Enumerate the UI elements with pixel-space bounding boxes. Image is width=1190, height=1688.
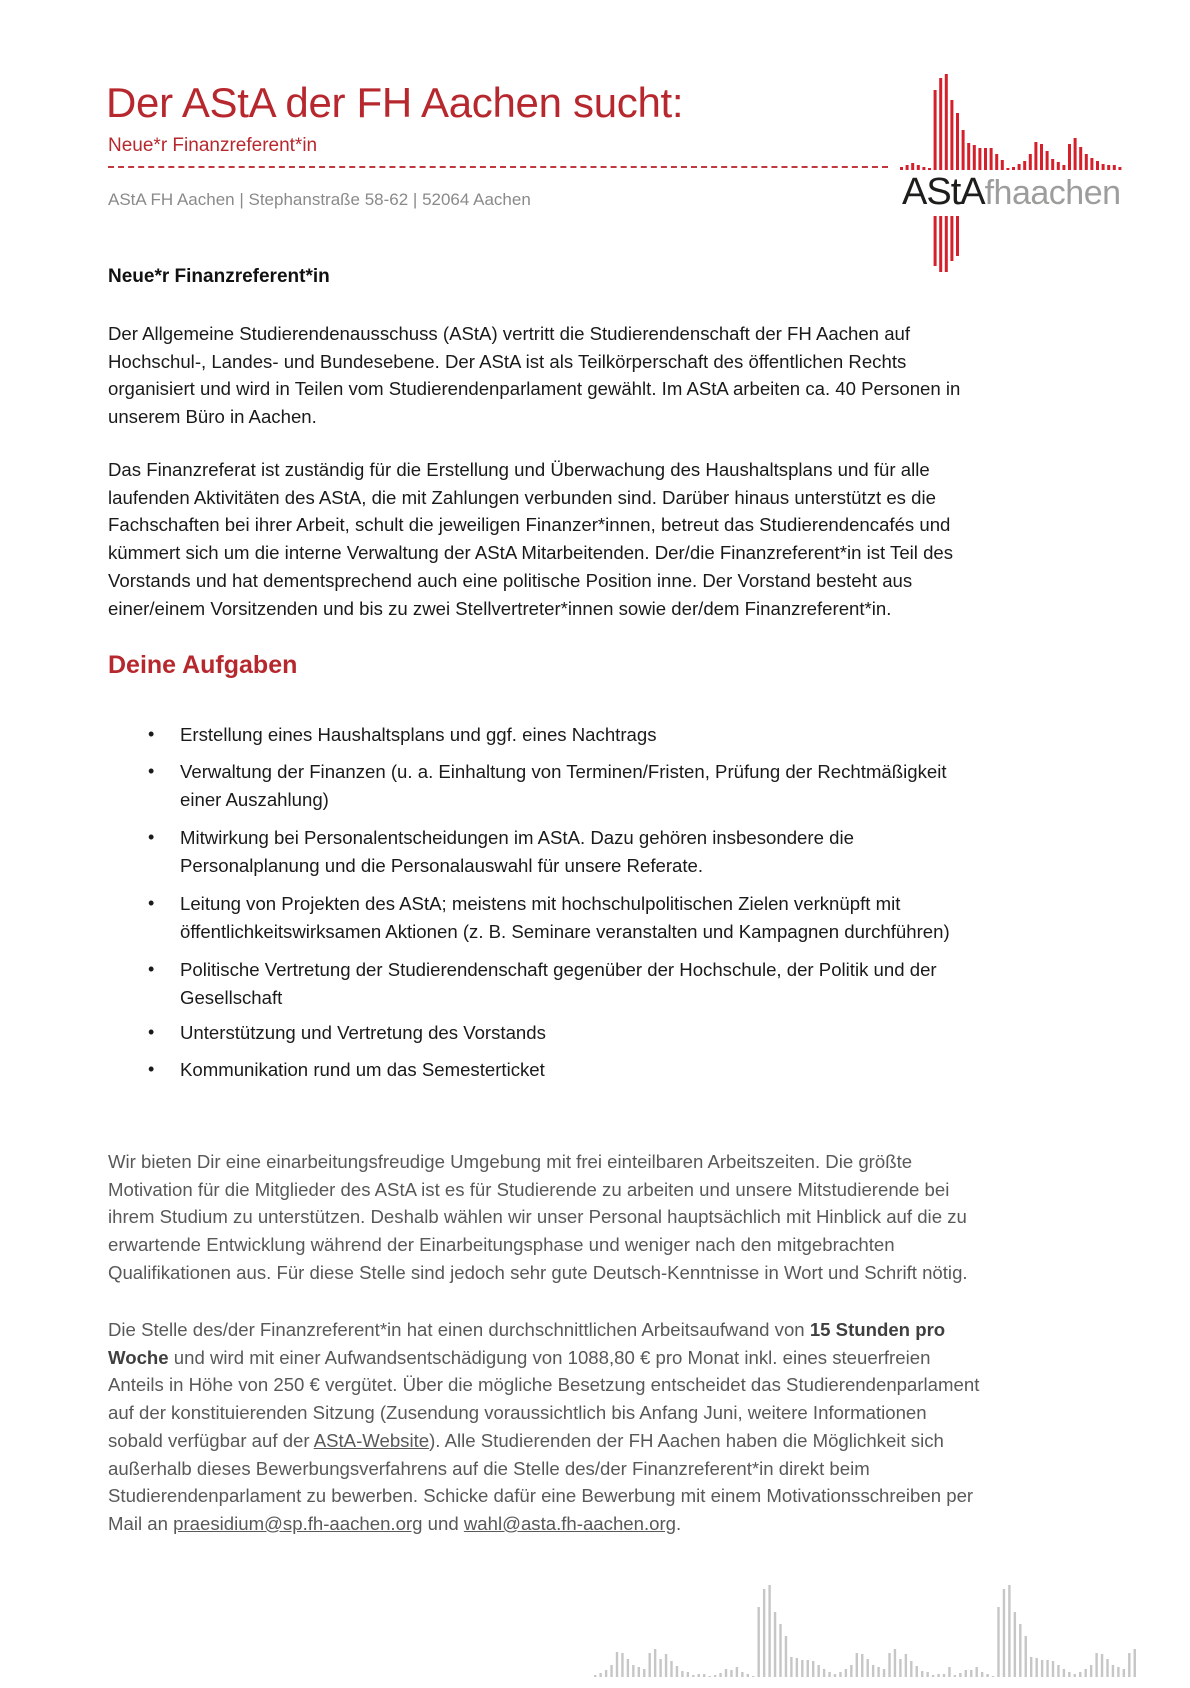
text-line: Der Allgemeine Studierendenausschuss (AStA) vertritt die Studierendenschaft der FH Aachen auf — [108, 323, 911, 344]
text-span: und wird mit einer Aufwandsentschädigung von 1088,80 € pro Monat inkl. eines steuerfreien — [168, 1346, 931, 1368]
text-span: Mail an — [108, 1512, 174, 1534]
task-text: öffentlichkeitswirksamen Aktionen (z. B. Seminare veranstalten und Kampagnen durchführen) — [180, 920, 950, 942]
asta-logo — [896, 70, 1131, 272]
wahl-email-link[interactable]: wahl@asta.fh-aachen.org — [463, 1512, 677, 1534]
text-line: ihrem Studium zu unterstützen. Deshalb wählen wir unser Personal hauptsächlich mit Hinblick auf die zu — [108, 1206, 967, 1228]
hours-emphasis: Woche — [108, 1346, 169, 1368]
text-span: und — [422, 1512, 464, 1534]
task-text: Politische Vertretung der Studierendenschaft gegenüber der Hochschule, der Politik und der — [180, 959, 937, 980]
bullet-icon: • — [148, 959, 155, 979]
bullet-icon: • — [148, 724, 155, 744]
text-line: Studierendenparlament zu bewerben. Schicke dafür eine Bewerbung mit einem Motivationsschreiben per — [108, 1485, 974, 1507]
text-line — [108, 1427, 1088, 1455]
waveform-decoration-icon — [590, 1583, 1138, 1683]
text-line — [108, 1344, 1088, 1372]
task-text: Leitung von Projekten des AStA; meistens mit hochschulpolitischen Zielen verknüpft mit — [180, 893, 901, 914]
task-text: Verwaltung der Finanzen (u. a. Einhaltung von Terminen/Fristen, Prüfung der Rechtmäßigkeit — [180, 761, 947, 782]
text-line: außerhalb dieses Bewerbungsverfahrens auf die Stelle des/der Finanzreferent*in direkt beim — [108, 1457, 870, 1479]
text-line: laufenden Aktivitäten des AStA, die mit Zahlungen verbunden sind. Darüber hinaus unterstützt es die — [108, 486, 936, 508]
text-line: unserem Büro in Aachen. — [108, 406, 317, 428]
text-line: auf der konstituierenden Sitzung (Zusendung voraussichtlich bis Anfang Juni, weitere Informationen — [108, 1402, 927, 1424]
text-line: organisiert und wird in Teilen vom Studierendenparlament gewählt. Im AStA arbeiten ca. 40 Personen in — [108, 378, 961, 400]
task-text: Kommunikation rund um das Semesterticket — [180, 1059, 545, 1080]
praesidium-email-link[interactable]: praesidium@sp.fh-aachen.org — [173, 1512, 423, 1534]
task-text: Erstellung eines Haushaltsplans und ggf. eines Nachtrags — [180, 724, 657, 745]
text-span: ). Alle Studierenden der FH Aachen haben die Möglichkeit sich — [429, 1429, 944, 1451]
tasks-heading: Deine Aufgaben — [108, 651, 298, 679]
text-line: erwartende Entwicklung während der Einarbeitungsphase und weniger nach den mitgebrachten — [108, 1234, 895, 1256]
text-span: sobald verfügbar auf der — [108, 1429, 314, 1451]
bullet-icon: • — [148, 827, 155, 847]
text-line: Anteils in Höhe von 250 € vergütet. Über die mögliche Besetzung entscheidet das Studierendenparlament — [108, 1374, 980, 1396]
asta-website-link[interactable]: AStA-Website — [313, 1429, 430, 1451]
footer-waveform — [590, 1583, 1138, 1683]
logo-word-asta: AStA — [902, 171, 985, 213]
text-span: Die Stelle des/der Finanzreferent*in hat einen durchschnittlichen Arbeitsaufwand von — [108, 1319, 810, 1340]
task-text: einer Auszahlung) — [180, 788, 329, 810]
text-line — [108, 1316, 1088, 1344]
text-line: Das Finanzreferat ist zuständig für die Erstellung und Überwachung des Haushaltsplans und für alle — [108, 459, 930, 480]
bullet-icon: • — [148, 1059, 155, 1079]
text-line: Wir bieten Dir eine einarbeitungsfreudige Umgebung mit frei einteilbaren Arbeitszeiten. Die größte — [108, 1151, 913, 1172]
task-text: Unterstützung und Vertretung des Vorstands — [180, 1022, 546, 1043]
page-subtitle: Neue*r Finanzreferent*in — [108, 135, 318, 156]
text-line: Motivation für die Mitglieder des AStA ist es für Studierende zu arbeiten und unsere Mitstudierende bei — [108, 1178, 950, 1200]
text-line — [108, 1510, 1088, 1538]
finance-paragraph — [108, 456, 1088, 622]
logo-word-fhaachen: fhaachen — [984, 174, 1121, 212]
page-title: Der AStA der FH Aachen sucht: — [106, 79, 684, 126]
bullet-icon: • — [148, 893, 155, 913]
address-line: AStA FH Aachen | Stephanstraße 58-62 | 52064 Aachen — [108, 190, 531, 209]
offer-paragraph — [108, 1148, 1088, 1287]
bullet-icon: • — [148, 1022, 155, 1042]
dashed-divider — [108, 166, 888, 168]
task-text: Gesellschaft — [180, 986, 283, 1008]
intro-paragraph — [108, 320, 1088, 431]
text-line: Fachschaften bei ihrer Arbeit, schult die jeweiligen Finanzer*innen, betreut das Studierendencafés und — [108, 514, 951, 536]
text-line: Hochschul-, Landes- und Bundesebene. Der AStA ist als Teilkörperschaft des öffentlichen Rechts — [108, 350, 907, 372]
job-heading: Neue*r Finanzreferent*in — [108, 266, 330, 287]
hours-emphasis: 15 Stunden pro — [809, 1319, 946, 1340]
logo-wordmark — [902, 172, 1121, 213]
task-text: Mitwirkung bei Personalentscheidungen im AStA. Dazu gehören insbesondere die — [180, 827, 854, 848]
text-line: Qualifikationen aus. Für diese Stelle sind jedoch sehr gute Deutsch-Kenntnisse in Wort und Schrift nötig. — [108, 1261, 968, 1283]
position-paragraph — [108, 1316, 1088, 1538]
bullet-icon: • — [148, 761, 155, 781]
text-line: Vorstands und hat dementsprechend auch eine politische Position inne. Der Vorstand besteht aus — [108, 569, 913, 591]
task-text: Personalplanung und die Personalauswahl für unsere Referate. — [180, 854, 704, 876]
text-span: . — [676, 1512, 682, 1534]
text-line: einer/einem Vorsitzenden und bis zu zwei Stellvertreter*innen sowie der/dem Finanzreferent*in. — [108, 597, 892, 619]
text-line: kümmert sich um die interne Verwaltung der AStA Mitarbeitenden. Der/die Finanzreferent*in ist Teil des — [108, 542, 954, 564]
